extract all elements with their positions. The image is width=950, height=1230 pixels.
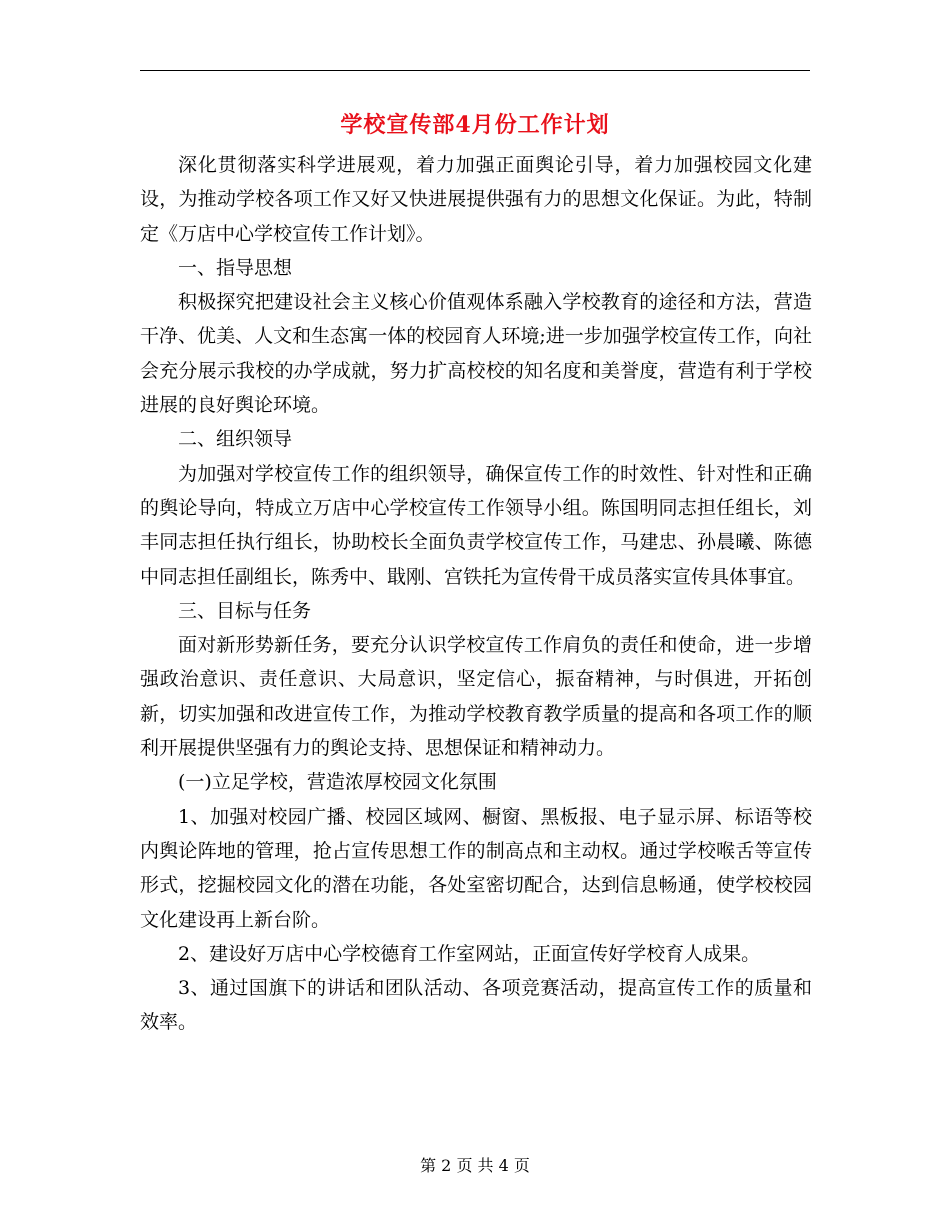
organization-paragraph: 为加强对学校宣传工作的组织领导，确保宣传工作的时效性、针对性和正确的舆论导向，特成立万店中心学校宣传工作领导小组。陈国明同志担任组长，刘丰同志担任执行组长，协助校长全面负责学校宣传工作，马建忠、孙晨曦、陈德中同志担任副组长，陈秀中、戢刚、宫铁托为宣传骨干成员落实宣传具体事宜。 xyxy=(140,462,812,588)
list-item: 1、加强对校园广播、校园区域网、橱窗、黑板报、电子显示屏、标语等校内舆论阵地的管理，抢占宣传思想工作的制高点和主动权。通过学校喉舌等宣传形式，挖掘校园文化的潜在功能，各处室密切配合，达到信息畅通，使学校校园文化建设再上新台阶。 xyxy=(140,805,812,931)
guiding-thought-paragraph: 积极探究把建设社会主义核心价值观体系融入学校教育的途径和方法，营造干净、优美、人文和生态寓一体的校园育人环境;进一步加强学校宣传工作，向社会充分展示我校的办学成就，努力扩高校校的知名度和美誉度，营造有利于学校进展的良好舆论环境。 xyxy=(140,291,812,417)
goals-paragraph: 面对新形势新任务，要充分认识学校宣传工作肩负的责任和使命，进一步增强政治意识、责任意识、大局意识，坚定信心，振奋精神，与时俱进，开拓创新，切实加强和改进宣传工作，为推动学校教育教学质量的提高和各项工作的顺利开展提供坚强有力的舆论支持、思想保证和精神动力。 xyxy=(140,634,812,760)
document-body xyxy=(140,148,812,1040)
header-rule xyxy=(140,70,810,71)
section-heading-organization: 二、组织领导 xyxy=(178,428,293,451)
subsection-heading-campus-culture: (一)立足学校，营造浓厚校园文化氛围 xyxy=(178,771,497,794)
section-heading-guiding-thought: 一、指导思想 xyxy=(178,256,293,279)
section-heading-goals: 三、目标与任务 xyxy=(178,599,312,622)
list-item: 2、建设好万店中心学校德育工作室网站，正面宣传好学校育人成果。 xyxy=(178,942,761,965)
page-number: 第 2 页 共 4 页 xyxy=(420,1156,530,1175)
document-title: 学校宣传部4月份工作计划 xyxy=(340,112,610,138)
list-item: 3、通过国旗下的讲话和团队活动、各项竞赛活动，提高宣传工作的质量和效率。 xyxy=(140,977,812,1034)
intro-paragraph: 深化贯彻落实科学进展观，着力加强正面舆论引导，着力加强校园文化建设，为推动学校各项工作又好又快进展提供强有力的思想文化保证。为此，特制定《万店中心学校宣传工作计划》。 xyxy=(140,154,812,245)
